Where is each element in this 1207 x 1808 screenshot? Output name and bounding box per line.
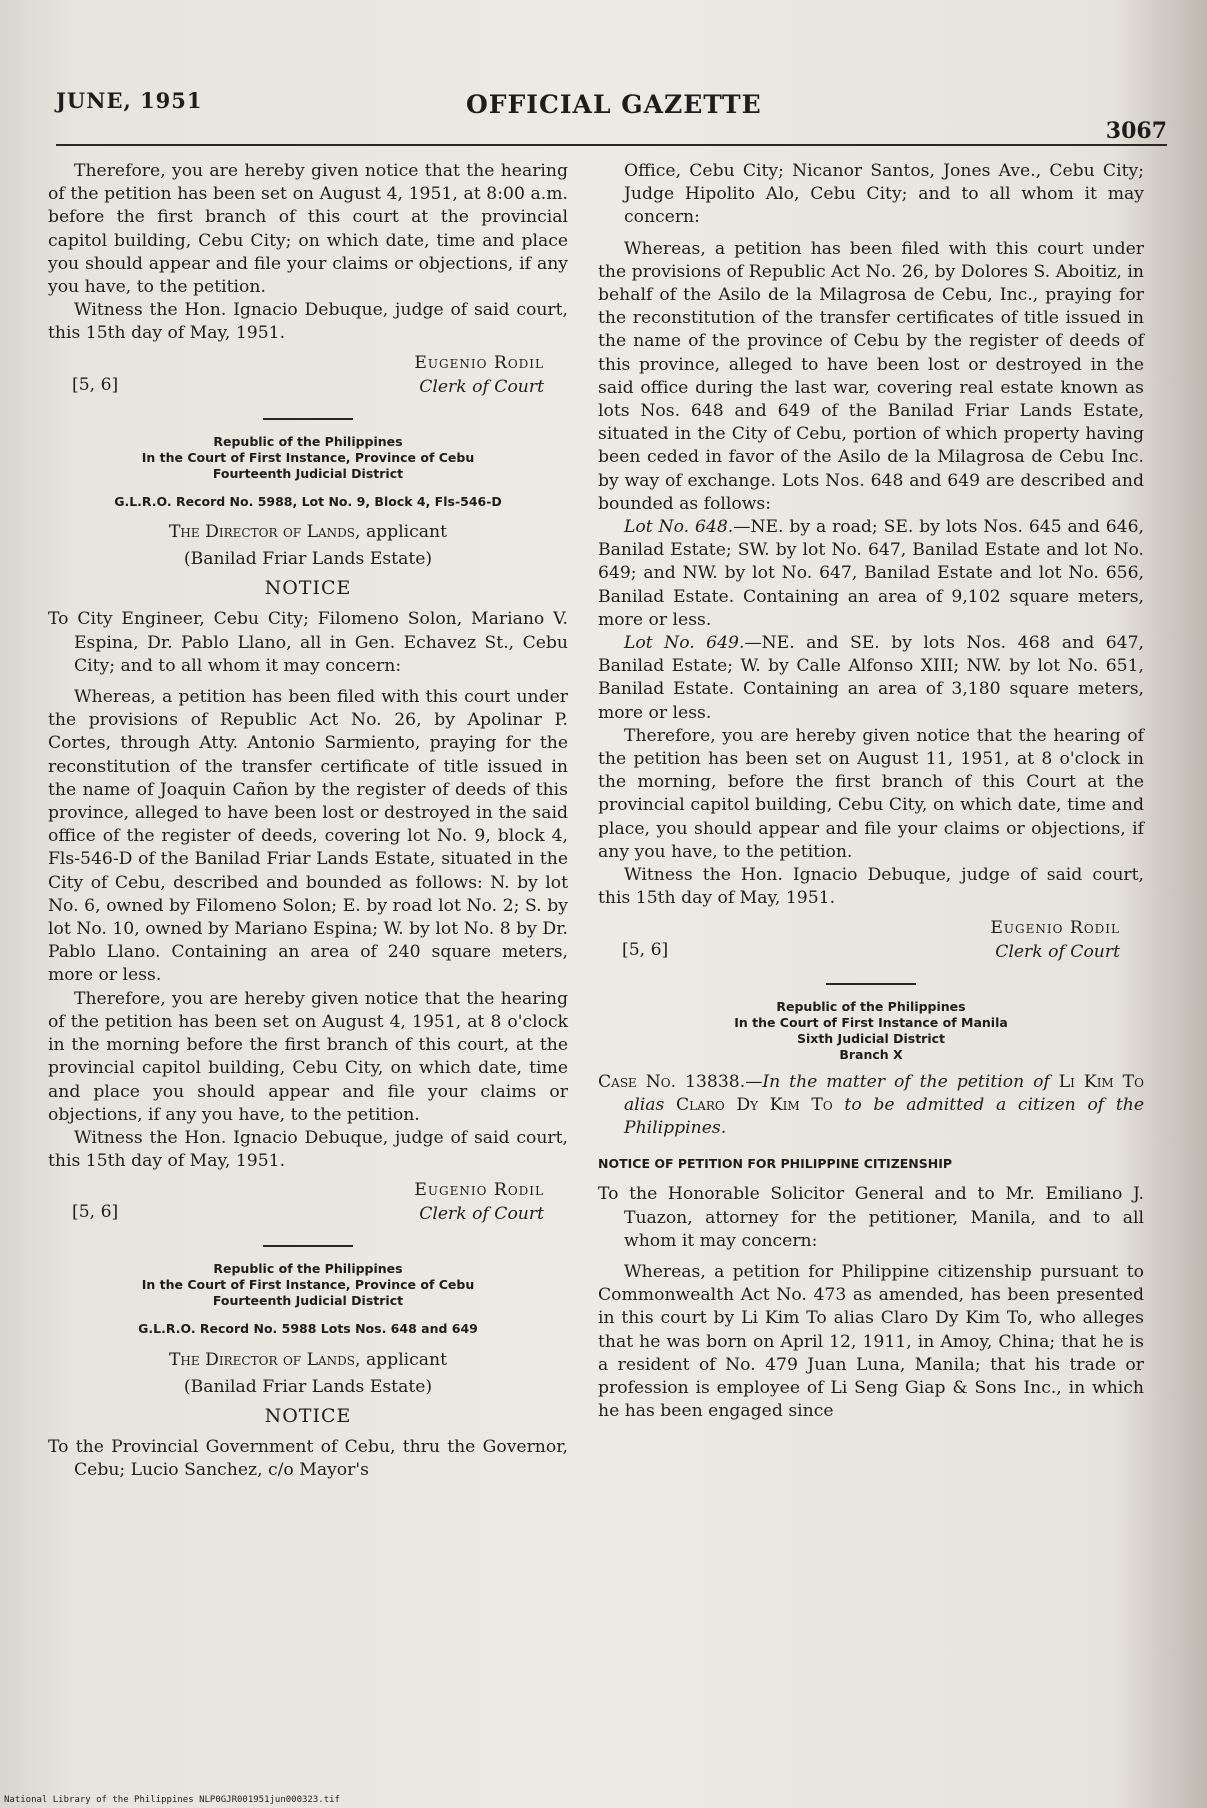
court-line: Republic of the Philippines (776, 998, 966, 1014)
estate-line: (Banilad Friar Lands Estate) (183, 1376, 433, 1397)
header-date: JUNE, 1951 (56, 88, 203, 113)
court-line: Sixth Judicial District (796, 1030, 946, 1046)
lot-label: Lot No. 649. (624, 633, 745, 654)
applicant-name: The Director of Lands, (168, 521, 361, 542)
record-number: G.L.R.O. Record No. 5988 Lots Nos. 648 and 649 (138, 1321, 478, 1337)
applicant-role: applicant (365, 521, 448, 542)
issue-dates: [5, 6] (72, 374, 119, 395)
signature-block (48, 1179, 568, 1229)
court-line: In the Court of First Instance, Province of Cebu (141, 1277, 475, 1293)
lot-description (598, 516, 1144, 632)
paragraph: Whereas, a petition has been filed with this court under the provisions of Republic Act No. 26, by Dolores S. Aboitiz, in behalf of the Asilo de la Milagrosa de Cebu, Inc., praying for the reconstitution of the transfer certificates of title issued in the name of the province of Cebu by the register of deeds of this province, alleged to have been lost or destroyed in the said office during the last war, covering real estate known as lots Nos. 648 and 649 of the Banilad Friar Lands Estate, situated in the City of Cebu, portion of which property having been ceded in favor of the Asilo de la Milagrosa de Cebu Inc. by way of exchange. Lots Nos. 648 and 649 are described and bounded as follows: (598, 238, 1144, 514)
paragraph: Therefore, you are hereby given notice that the hearing of the petition has been set on August 4, 1951, at 8 o'clock in the morning before the first branch of this court, at the provincial capitol building, Cebu City, on which date, time and place you should appear and file your claims or objections, if any you have, to the petition. (48, 988, 568, 1125)
signatory-name: Eugenio Rodil (990, 917, 1120, 938)
paragraph: Witness the Hon. Ignacio Debuque, judge of said court, this 15th day of May, 1951. (598, 865, 1144, 909)
petitioner-name: Li Kim To (1058, 1071, 1144, 1092)
signature-block (598, 917, 1144, 967)
signatory-title: Clerk of Court (419, 376, 544, 397)
paragraph: Witness the Hon. Ignacio Debuque, judge of said court, this 15th day of May, 1951. (48, 300, 568, 344)
issue-dates: [5, 6] (622, 939, 669, 960)
left-column (48, 160, 568, 1483)
separator-rule (263, 418, 353, 420)
signature-block (48, 352, 568, 402)
header-title: OFFICIAL GAZETTE (466, 90, 762, 119)
lot-text: —NE. and SE. by lots Nos. 468 and 647, Banilad Estate; W. by Calle Alfonso XIII; NW. by lot No. 651, Banilad Estate. Containing an area of 3,180 square meters, more or less. (598, 633, 1144, 723)
court-line: Fourteenth Judicial District (212, 1293, 404, 1309)
paragraph: Whereas, a petition for Philippine citizenship pursuant to Commonwealth Act No. 473 as amended, has been presented in this court by Li Kim To alias Claro Dy Kim To, who alleges that he was born on April 12, 1911, in Amoy, China; that he is a resident of No. 479 Juan Luna, Manila; that his trade or profession is employee of Li Seng Giap & Sons Inc., in which he has been engaged since (598, 1261, 1144, 1422)
signatory-title: Clerk of Court (995, 941, 1120, 962)
notice-heading: NOTICE (264, 1404, 352, 1427)
page-number: 3067 (1105, 118, 1167, 144)
court-line: Fourteenth Judicial District (212, 465, 404, 481)
paragraph: Therefore, you are hereby given notice that the hearing of the petition has been set on August 4, 1951, at 8:00 a.m. before the first branch of this court at the provincial capitol building, Cebu City; on which date, time and place you should appear and file your claims or objections, if any you have, to the petition. (48, 161, 568, 298)
applicant-name: The Director of Lands, (168, 1349, 361, 1370)
court-heading (48, 1261, 568, 1309)
separator-rule (826, 983, 916, 985)
lot-label: Lot No. 648. (624, 517, 734, 538)
paragraph: Therefore, you are hereby given notice that the hearing of the petition has been set on August 11, 1951, at 8 o'clock in the morning, before the first branch of this Court at the provincial capitol building, Cebu City, on which date, time and place, you should appear and file your claims or objections, if any you have, to the petition. (598, 725, 1144, 862)
case-text: to be admitted a citizen of the Philippines. (624, 1094, 1145, 1138)
signatory-name: Eugenio Rodil (414, 1180, 544, 1201)
right-column (598, 160, 1144, 1423)
applicant-line (48, 1349, 568, 1372)
addressees: To City Engineer, Cebu City; Filomeno Solon, Mariano V. Espina, Dr. Pablo Llano, all in Gen. Echavez St., Cebu City; and to all whom it may concern: (48, 609, 568, 676)
page-header (56, 88, 1167, 148)
paragraph: Witness the Hon. Ignacio Debuque, judge of said court, this 15th day of May, 1951. (48, 1127, 568, 1172)
notice-heading: NOTICE OF PETITION FOR PHILIPPINE CITIZENSHIP (598, 1156, 953, 1172)
case-number: Case No. 13838. (598, 1071, 746, 1092)
applicant-line (48, 521, 568, 544)
court-heading (598, 999, 1144, 1063)
paragraph: Whereas, a petition has been filed with this court under the provisions of Republic Act No. 26, by Apolinar P. Cortes, through Atty. Antonio Sarmiento, praying for the reconstitution of the transfer certificate of title issued in the name of Joaquin Cañon by the register of deeds of this province, alleged to have been lost or destroyed in the said office of the register of deeds, covering lot No. 9, block 4, Fls-546-D of the Banilad Friar Lands Estate, situated in the City of Cebu, described and bounded as follows: N. by lot No. 6, owned by Filomeno Solon; E. by road lot No. 2; S. by lot No. 10, owned by Mariano Espina; W. by lot No. 8 by Dr. Pablo Llano. Containing an area of 240 square meters, more or less. (48, 687, 568, 986)
separator-rule (263, 1245, 353, 1247)
court-line: Republic of the Philippines (213, 433, 403, 449)
alias-word: alias (624, 1094, 665, 1115)
lot-description (598, 632, 1144, 725)
signatory-title: Clerk of Court (419, 1204, 544, 1225)
signatory-name: Eugenio Rodil (414, 352, 544, 373)
court-line: Republic of the Philippines (213, 1261, 403, 1277)
court-heading (48, 434, 568, 482)
case-text: —In the matter of the petition of (745, 1071, 1050, 1092)
court-line: In the Court of First Instance, Province of Cebu (141, 449, 475, 465)
notice-heading: NOTICE (264, 577, 352, 600)
applicant-role: applicant (365, 1349, 448, 1370)
record-number: G.L.R.O. Record No. 5988, Lot No. 9, Block 4, Fls-546-D (114, 493, 502, 509)
issue-dates: [5, 6] (72, 1202, 119, 1223)
lot-text: —NE. by a road; SE. by lots Nos. 645 and 646, Banilad Estate; SW. by lot No. 647, Banilad Estate and lot No. 649; and NW. by lot No. 647, Banilad Estate and lot No. 656, Banilad Estate. Containing an area of 9,102 square meters, more or less. (598, 517, 1144, 630)
scan-footer: National Library of the Philippines NLP0GJR001951jun000323.tif (4, 1795, 340, 1805)
addressees-continued: Office, Cebu City; Nicanor Santos, Jones Ave., Cebu City; Judge Hipolito Alo, Cebu City; and to all whom it may concern: (624, 161, 1144, 228)
addressees: To the Provincial Government of Cebu, thru the Governor, Cebu; Lucio Sanchez, c/o Mayor's (48, 1437, 568, 1481)
case-caption (598, 1071, 1144, 1141)
header-rule (56, 144, 1167, 146)
addressees: To the Honorable Solicitor General and to Mr. Emiliano J. Tuazon, attorney for the petitioner, Manila, and to all whom it may concern: (598, 1184, 1144, 1251)
court-line: In the Court of First Instance of Manila (734, 1014, 1008, 1030)
court-line: Branch X (839, 1046, 903, 1062)
petitioner-alias: Claro Dy Kim To (676, 1094, 833, 1115)
estate-line: (Banilad Friar Lands Estate) (183, 549, 433, 570)
